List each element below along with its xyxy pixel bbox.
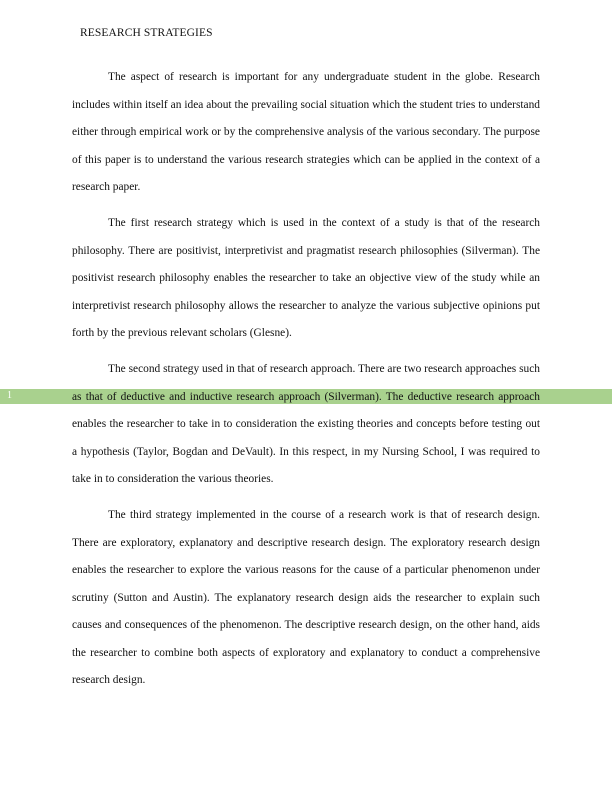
document-body: [72, 64, 540, 703]
line-number-marker: 1: [7, 390, 12, 401]
paragraph-research-design: The third strategy implemented in the course of a research work is that of research design. There are exploratory, explanatory and descriptive research design. The exploratory research design enables the researcher to explore the various reasons for the cause of a particular phenomenon under scrutiny (Sutton and Austin). The explanatory research design aids the researcher to explain such causes and consequences of the phenomenon. The descriptive research design, on the other hand, aids the researcher to combine both aspects of exploratory and explanatory to conduct a comprehensive research design.: [72, 509, 540, 686]
paragraph-research-philosophy: The first research strategy which is used in the context of a study is that of the research philosophy. There are positivist, interpretivist and pragmatist research philosophies (Silverman). The positivist research philosophy enables the researcher to take an objective view of the study while an interpretivist research philosophy allows the researcher to analyze the various subjective opinions put forth by the previous relevant scholars (Glesne).: [72, 217, 540, 339]
paragraph-research-approach: The second strategy used in that of research approach. There are two research approaches such as that of deductive and inductive research approach (Silverman). The deductive research approach enables the researcher to take in to consideration the existing theories and concepts before testing out a hypothesis (Taylor, Bogdan and DeVault). In this respect, in my Nursing School, I was required to take in to consideration the various theories.: [72, 363, 540, 485]
running-head: RESEARCH STRATEGIES: [80, 27, 213, 39]
paragraph-intro: The aspect of research is important for any undergraduate student in the globe. Research includes within itself an idea about the prevailing social situation which the student tries to understand either through empirical work or by the comprehensive analysis of the various secondary. The purpose of this paper is to understand the various research strategies which can be applied in the context of a research paper.: [72, 71, 540, 193]
